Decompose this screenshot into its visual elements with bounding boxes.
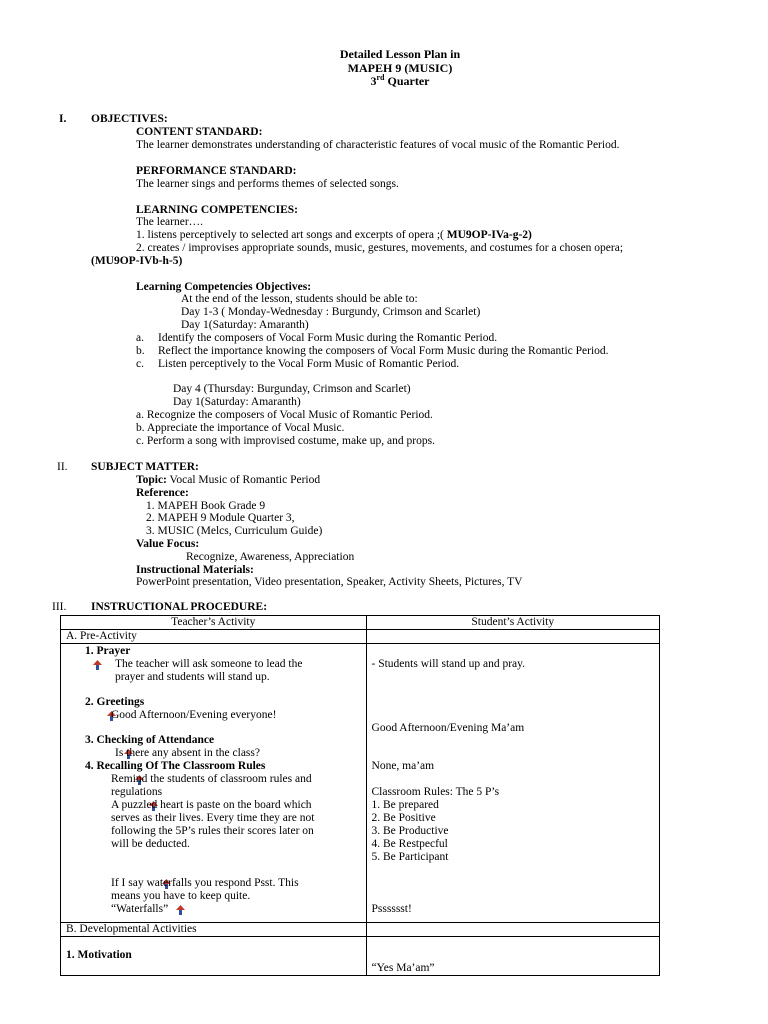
- prayer-student: - Students will stand up and pray.: [371, 658, 526, 670]
- waterfalls-teacher-line: means you have to keep quite.: [111, 890, 251, 902]
- reference-item: 3. MUSIC (Melcs, Curriculum Guide): [146, 525, 323, 537]
- rules-teacher-line: following the 5P’s rules their scores later on: [111, 825, 314, 837]
- reference-item: 1. MAPEH Book Grade 9: [146, 500, 266, 512]
- table-row: [61, 923, 660, 937]
- student-activities-cell: [367, 644, 659, 922]
- section-title-procedure: INSTRUCTIONAL PROCEDURE:: [91, 601, 268, 613]
- day-1-saturday: Day 1(Saturday: Amaranth): [181, 319, 309, 331]
- pre-activity-label: A. Pre-Activity: [66, 630, 137, 642]
- rules-student-item: 4. Be Restpecful: [371, 838, 448, 850]
- col-header-teacher: Teacher’s Activity: [61, 616, 367, 630]
- waterfalls-teacher-line: If I say waterfalls you respond Psst. This: [111, 877, 299, 889]
- content-standard-text: The learner demonstrates understanding of characteristic features of vocal music of the Romantic Period.: [136, 139, 620, 151]
- motivation-student-cell: [367, 937, 659, 975]
- dev-activities-label: B. Developmental Activities: [66, 923, 197, 935]
- objective-marker: c.: [136, 358, 144, 370]
- value-focus-label: Value Focus:: [136, 538, 200, 550]
- motivation-student: “Yes Ma’am”: [371, 962, 435, 974]
- value-focus: Recognize, Awareness, Appreciation: [186, 551, 355, 563]
- greetings-title: 2. Greetings: [85, 696, 145, 708]
- bullet-arrow-icon: [92, 660, 103, 671]
- content-standard-title: CONTENT STANDARD:: [136, 126, 263, 138]
- section-title-subject: SUBJECT MATTER:: [91, 461, 199, 473]
- reference-label: Reference:: [136, 487, 189, 499]
- rules-title: 4. Recalling Of The Classroom Rules: [85, 760, 266, 772]
- materials-label: Instructional Materials:: [136, 564, 254, 576]
- doc-title: Detailed Lesson Plan in: [339, 47, 461, 61]
- day-1-3: Day 1-3 ( Monday-Wednesday : Burgundy, Crimson and Scarlet): [181, 306, 481, 318]
- rules-teacher-line: A puzzled heart is paste on the board which: [111, 799, 312, 811]
- teacher-activities-cell: [61, 644, 366, 922]
- objective-marker: a.: [136, 332, 144, 344]
- table-row: [61, 630, 660, 644]
- performance-standard-title: PERFORMANCE STANDARD:: [136, 165, 297, 177]
- learning-competencies-title: LEARNING COMPETENCIES:: [136, 204, 298, 216]
- materials: PowerPoint presentation, Video presentation, Speaker, Activity Sheets, Pictures, TV: [136, 576, 523, 588]
- competency-2: 2. creates / improvises appropriate sounds, music, gestures, movements, and costumes for a chosen opera;: [136, 242, 624, 254]
- lco-intro: At the end of the lesson, students should be able to:: [181, 293, 418, 305]
- table-row: [61, 937, 660, 976]
- attendance-teacher: Is there any absent in the class?: [115, 747, 260, 759]
- motivation-title: 1. Motivation: [66, 949, 132, 961]
- table-header-row: [61, 616, 660, 630]
- objective-item: Reflect the importance knowing the composers of Vocal Form Music during the Romantic Period.: [158, 345, 609, 357]
- table-row: [61, 644, 660, 923]
- doc-quarter: 3rd Quarter: [370, 73, 430, 88]
- rules-teacher-line: Remind the students of classroom rules and: [111, 773, 312, 785]
- greetings-student: Good Afternoon/Evening Ma’am: [371, 722, 525, 734]
- section-num-subject: II.: [57, 461, 68, 473]
- prayer-teacher-line: prayer and students will stand up.: [115, 671, 270, 683]
- prayer-teacher-line: The teacher will ask someone to lead the: [115, 658, 303, 670]
- rules-teacher-line: regulations: [111, 786, 163, 798]
- objective-marker: b.: [136, 345, 145, 357]
- greetings-teacher: Good Afternoon/Evening everyone!: [111, 709, 277, 721]
- objective-item: Listen perceptively to the Vocal Form Music of Romantic Period.: [158, 358, 460, 370]
- performance-standard-text: The learner sings and performs themes of selected songs.: [136, 178, 399, 190]
- competency-1: 1. listens perceptively to selected art songs and excerpts of opera ;( MU9OP-IVa-g-2): [136, 229, 532, 241]
- motivation-teacher-cell: [61, 937, 366, 975]
- rules-student-item: 2. Be Positive: [371, 812, 436, 824]
- objective-item-b: a. Recognize the composers of Vocal Music of Romantic Period.: [136, 409, 433, 421]
- objective-item-b: c. Perform a song with improvised costume, make up, and props.: [136, 435, 435, 447]
- attendance-title: 3. Checking of Attendance: [85, 734, 215, 746]
- day-4: Day 4 (Thursday: Burgunday, Crimson and Scarlet): [173, 383, 411, 395]
- section-title-objectives: OBJECTIVES:: [91, 113, 168, 125]
- section-num-procedure: III.: [52, 601, 67, 613]
- waterfalls-teacher-call: “Waterfalls”: [111, 903, 169, 915]
- learner-line: The learner….: [136, 216, 204, 228]
- waterfalls-student: Psssssst!: [371, 903, 412, 915]
- prayer-title: 1. Prayer: [85, 645, 131, 657]
- procedure-table: [60, 615, 660, 976]
- rules-student-item: 3. Be Productive: [371, 825, 449, 837]
- reference-item: 2. MAPEH 9 Module Quarter 3,: [146, 512, 295, 524]
- attendance-student: None, ma’am: [371, 760, 435, 772]
- objective-item-b: b. Appreciate the importance of Vocal Music.: [136, 422, 345, 434]
- objective-item: Identify the composers of Vocal Form Music during the Romantic Period.: [158, 332, 498, 344]
- section-num-objectives: I.: [59, 113, 67, 125]
- topic: Topic: Vocal Music of Romantic Period: [136, 474, 321, 486]
- day-1-saturday-b: Day 1(Saturday: Amaranth): [173, 396, 301, 408]
- rules-student-item: 5. Be Participant: [371, 851, 449, 863]
- competency-2-code: (MU9OP-IVb-h-5): [91, 255, 183, 267]
- lco-title: Learning Competencies Objectives:: [136, 281, 312, 293]
- rules-teacher-line: will be deducted.: [111, 838, 190, 850]
- col-header-student: Student’s Activity: [366, 616, 659, 630]
- rules-student-item: 1. Be prepared: [371, 799, 439, 811]
- rules-teacher-line: serves as their lives. Every time they are not: [111, 812, 315, 824]
- bullet-arrow-icon: [175, 905, 186, 916]
- doc-subject: MAPEH 9 (MUSIC): [347, 61, 453, 75]
- rules-student-title: Classroom Rules: The 5 P’s: [371, 786, 500, 798]
